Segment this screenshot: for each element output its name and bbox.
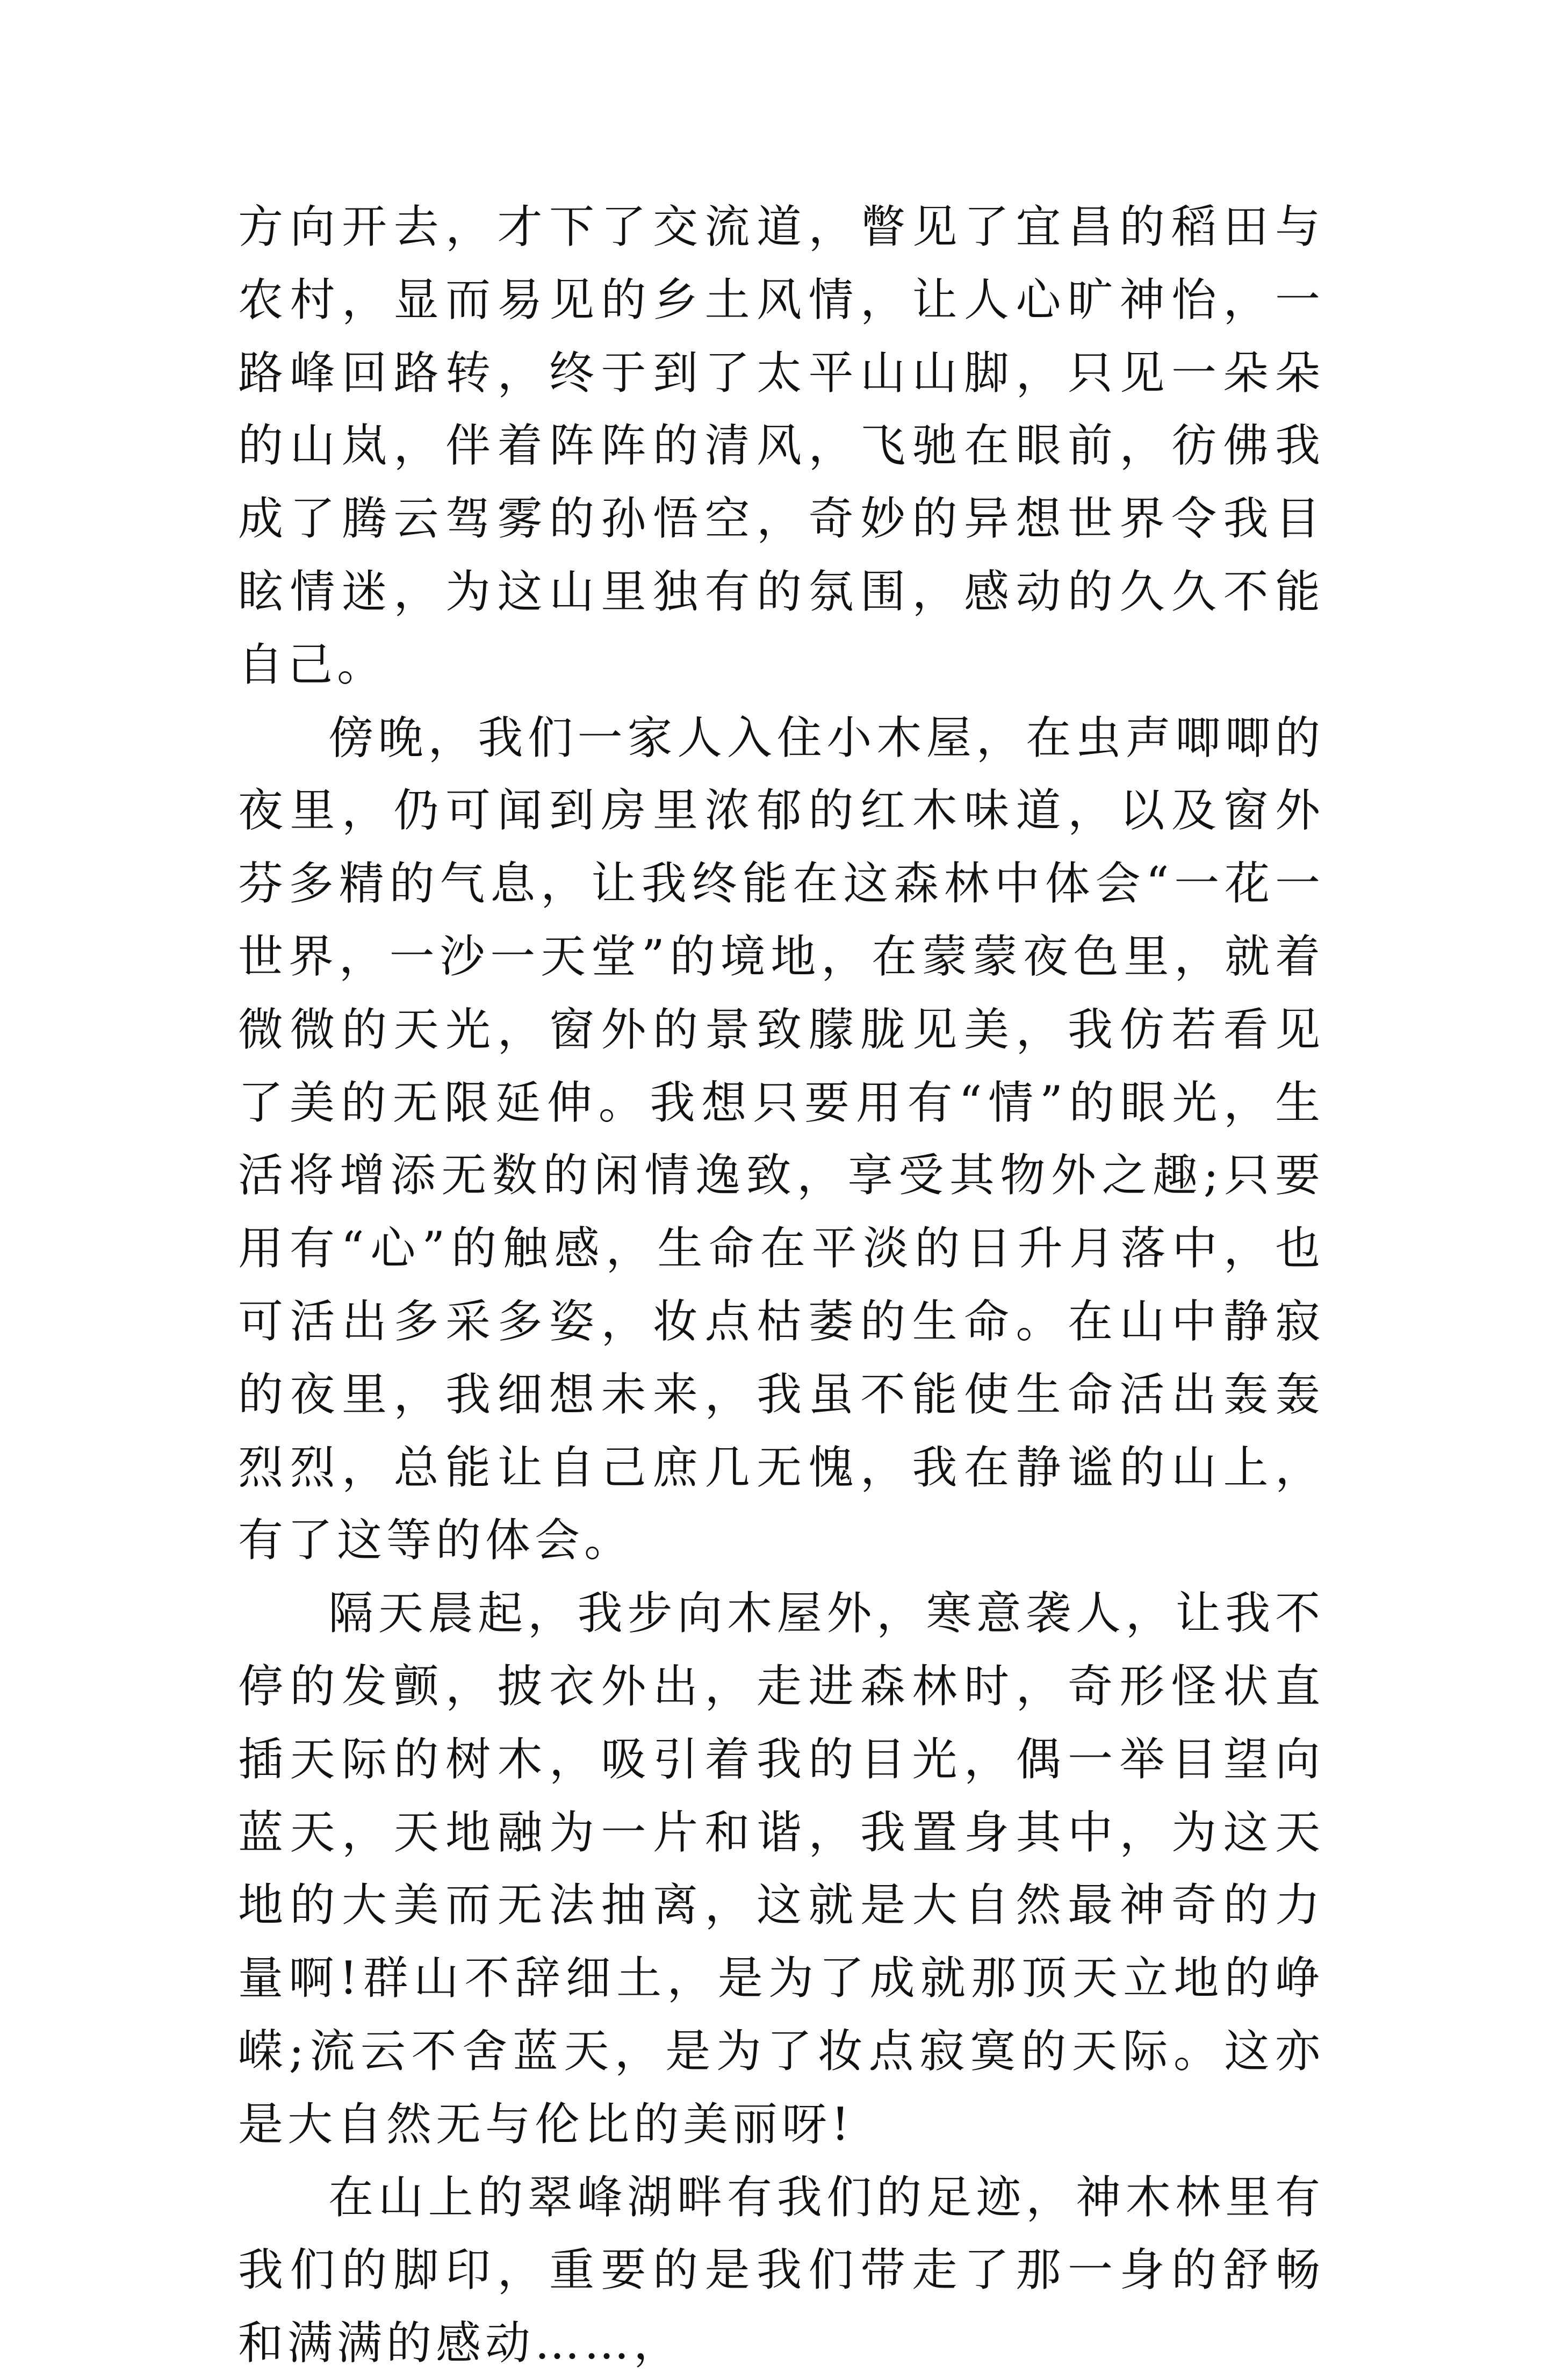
paragraph-evening: 傍晚，我们一家人入住小木屋，在虫声唧唧的夜里，仍可闻到房里浓郁的红木味道，以及窗外芬多精的气息，让我终能在这森林中体会“一花一世界，一沙一天堂”的境地，在蒙蒙夜色里，就着微微的天光，窗外的景致朦胧见美，我仿若看见了美的无限延伸。我想只要用有“情”的眼光，生活将增添无数的闲情逸致，享受其物外之趣;只要用有“心”的触感，生命在平淡的日升月落中，也可活出多采多姿，妆点枯萎的生命。在山中静寂的夜里，我细想未来，我虽不能使生命活出轰轰烈烈，总能让自己庶几无愧，我在静谧的山上，有了这等的体会。: [238, 711, 1324, 1567]
essay-body: [238, 191, 1324, 2380]
paragraph-lake: 在山上的翠峰湖畔有我们的足迹，神木林里有我们的脚印，重要的是我们带走了那一身的舒畅和满满的感动……，: [238, 2170, 1324, 2370]
paragraph-morning: 隔天晨起，我步向木屋外，寒意袭人，让我不停的发颤，披衣外出，走进森林时，奇形怪状直插天际的树木，吸引着我的目光，偶一举目望向蓝天，天地融为一片和谐，我置身其中，为这天地的大美而无法抽离，这就是大自然最神奇的力量啊!群山不辞细土，是为了成就那顶天立地的峥嵘;流云不舍蓝天，是为了妆点寂寞的天际。这亦是大自然无与伦比的美丽呀!: [238, 1587, 1324, 2151]
paragraph-continued: 方向开去，才下了交流道，瞥见了宜昌的稻田与农村，显而易见的乡土风情，让人心旷神怡，一路峰回路转，终于到了太平山山脚，只见一朵朵的山岚，伴着阵阵的清风，飞驰在眼前，彷佛我成了腾云驾雾的孙悟空，奇妙的异想世界令我目眩情迷，为这山里独有的氛围，感动的久久不能自己。: [238, 200, 1324, 691]
